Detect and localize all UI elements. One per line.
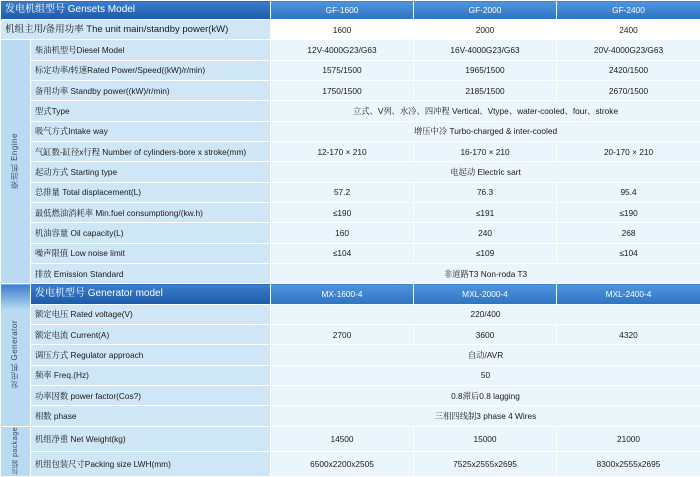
value-cell: 15000 — [414, 426, 557, 451]
value-cell: 240 — [414, 223, 557, 243]
span-value-cell: 立式、V列、水冷、四冲程 Vertical、Vtype、water-cooled、four、stroke — [271, 101, 700, 121]
value-cell: 21000 — [557, 426, 700, 451]
table-row — [1, 203, 700, 223]
model-cell: MXL-2400-4 — [557, 284, 700, 304]
value-cell: 2000 — [414, 20, 557, 40]
table-row — [1, 345, 700, 365]
value-cell: 57.2 — [271, 182, 414, 202]
engine-section-label: 柴油机 Engine — [1, 40, 31, 284]
row-label: 额定电流 Current(A) — [31, 325, 271, 345]
table-row — [1, 406, 700, 426]
table-row — [1, 81, 700, 101]
value-cell: 12-170 × 210 — [271, 142, 414, 162]
table-row — [1, 121, 700, 141]
value-cell: 16V-4000G23/G63 — [414, 40, 557, 60]
span-value-cell: 增压中冷 Turbo-charged & inter-cooled — [271, 121, 700, 141]
table-row — [1, 142, 700, 162]
value-cell: 2185/1500 — [414, 81, 557, 101]
value-cell: 4320 — [557, 325, 700, 345]
table-row — [1, 40, 700, 60]
row-label: 最低燃油消耗率 Min.fuel consumptiong/(kw.h) — [31, 203, 271, 223]
value-cell: 2400 — [557, 20, 700, 40]
value-cell: ≤104 — [271, 243, 414, 263]
gensets-model-row — [1, 1, 700, 20]
table-row — [1, 386, 700, 406]
value-cell: 268 — [557, 223, 700, 243]
value-cell: 8300x2555x2695 — [557, 451, 700, 476]
row-label: 备用功率 Standby power((kW)/r/min) — [31, 81, 271, 101]
span-value-cell: 220/400 — [271, 304, 700, 324]
row-label: 机组净重 Net Weight(kg) — [31, 426, 271, 451]
table-row — [1, 223, 700, 243]
value-cell: 14500 — [271, 426, 414, 451]
row-label: 机油容量 Oil capacity(L) — [31, 223, 271, 243]
value-cell: 2670/1500 — [557, 81, 700, 101]
value-cell: 1575/1500 — [271, 60, 414, 80]
row-label: 机组包装尺寸Packing size LWH(mm) — [31, 451, 271, 476]
row-label: 起动方式 Starting type — [31, 162, 271, 182]
row-label: 气缸数-缸径x行程 Number of cylinders-bore x stroke(mm) — [31, 142, 271, 162]
row-label: 型式Type — [31, 101, 271, 121]
row-label: 相数 phase — [31, 406, 271, 426]
unit-power-label: 机组主用/备用功率 The unit main/standby power(kW) — [1, 20, 271, 40]
row-label: 总排量 Total displacement(L) — [31, 182, 271, 202]
model-cell: GF-1600 — [271, 1, 414, 20]
row-label: 柴油机型号Diesel Model — [31, 40, 271, 60]
model-cell: MX-1600-4 — [271, 284, 414, 304]
row-label: 功率因数 power factor(Cos?) — [31, 386, 271, 406]
value-cell: 1965/1500 — [414, 60, 557, 80]
model-cell: GF-2000 — [414, 1, 557, 20]
span-value-cell: 非道路T3 Non-roda T3 — [271, 264, 700, 284]
value-cell: ≤190 — [557, 203, 700, 223]
table-row — [1, 101, 700, 121]
value-cell: 12V-4000G23/G63 — [271, 40, 414, 60]
table-row — [1, 60, 700, 80]
table-row — [1, 162, 700, 182]
table-row — [1, 264, 700, 284]
unit-power-row — [1, 20, 700, 40]
value-cell: 76.3 — [414, 182, 557, 202]
value-cell: 160 — [271, 223, 414, 243]
value-cell: ≤191 — [414, 203, 557, 223]
span-value-cell: 0.8滞后0.8 lagging — [271, 386, 700, 406]
value-cell: 95.4 — [557, 182, 700, 202]
value-cell: ≤104 — [557, 243, 700, 263]
value-cell: ≤190 — [271, 203, 414, 223]
table-row — [1, 304, 700, 324]
model-cell: GF-2400 — [557, 1, 700, 20]
row-label: 额定电压 Rated voltage(V) — [31, 304, 271, 324]
value-cell: 1600 — [271, 20, 414, 40]
value-cell: 20-170 × 210 — [557, 142, 700, 162]
span-value-cell: 50 — [271, 365, 700, 385]
generator-model-label: 发电机型号 Generator model — [31, 284, 271, 304]
value-cell: 2700 — [271, 325, 414, 345]
row-label: 标定功率/转速Rated Power/Speed((kW)/r/min) — [31, 60, 271, 80]
span-value-cell: 电起动 Electric sart — [271, 162, 700, 182]
generator-section-label: 发电机 Generator — [1, 284, 31, 426]
table-row — [1, 451, 700, 476]
row-label: 吸气方式Intake way — [31, 121, 271, 141]
table-row — [1, 365, 700, 385]
gensets-model-label: 发电机组型号 Gensets Model — [1, 1, 271, 20]
value-cell: 2420/1500 — [557, 60, 700, 80]
generator-model-row — [1, 284, 700, 304]
table-row — [1, 325, 700, 345]
value-cell: 7525x2555x2695 — [414, 451, 557, 476]
value-cell: 20V-4000G23/G63 — [557, 40, 700, 60]
model-cell: MXL-2000-4 — [414, 284, 557, 304]
value-cell: 16-170 × 210 — [414, 142, 557, 162]
row-label: 频率 Freq.(Hz) — [31, 365, 271, 385]
row-label: 排放 Emission Standard — [31, 264, 271, 284]
row-label: 噪声限值 Low noise limit — [31, 243, 271, 263]
value-cell: ≤109 — [414, 243, 557, 263]
row-label: 调压方式 Regulator approach — [31, 345, 271, 365]
value-cell: 1750/1500 — [271, 81, 414, 101]
value-cell: 6500x2200x2505 — [271, 451, 414, 476]
span-value-cell: 三相四线制3 phase 4 Wires — [271, 406, 700, 426]
table-row — [1, 182, 700, 202]
span-value-cell: 自动/AVR — [271, 345, 700, 365]
table-row — [1, 243, 700, 263]
package-section-label: 包装 package — [1, 426, 31, 476]
table-row — [1, 426, 700, 451]
value-cell: 3600 — [414, 325, 557, 345]
